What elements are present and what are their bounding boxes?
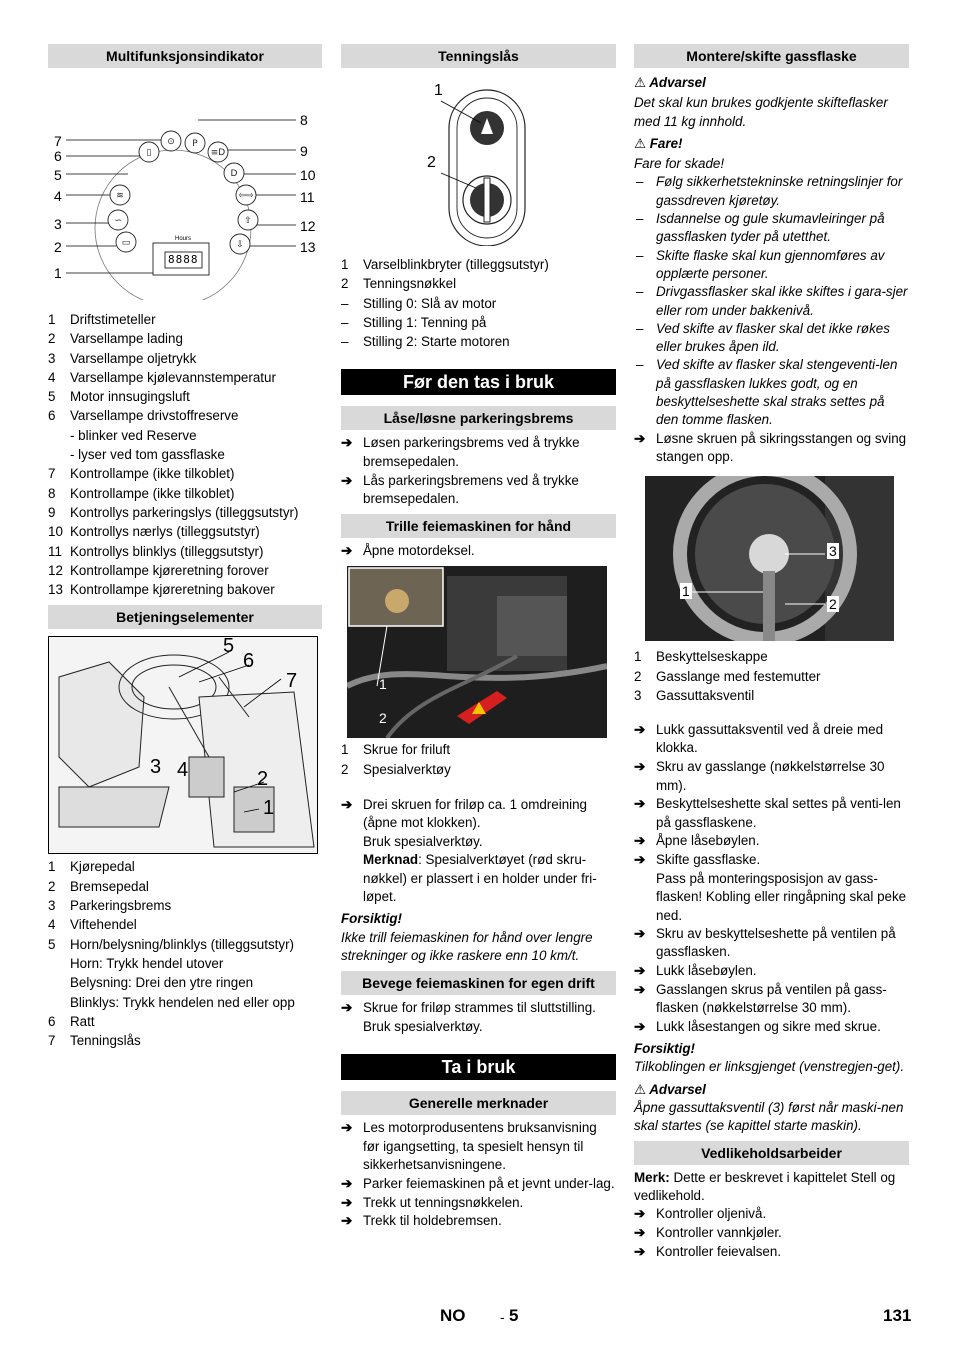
- item-text: Varsellampe drivstoffreserve: [70, 408, 239, 424]
- heading-multifunksjonsindikator: Multifunksjonsindikator: [48, 44, 322, 68]
- svg-text:⇦⇨: ⇦⇨: [238, 191, 254, 201]
- arrow-icon: ➔: [341, 1000, 353, 1016]
- list-item: [48, 406, 322, 425]
- callout: 3: [54, 216, 62, 232]
- svg-text:∽: ∽: [114, 216, 122, 226]
- ignition-figure: [341, 68, 616, 246]
- list-item: [48, 580, 322, 599]
- svg-text:▭: ▭: [121, 238, 131, 248]
- list-item: [48, 484, 322, 503]
- heading-tenningslaas: Tenningslås: [341, 44, 616, 68]
- heading-montere: Montere/skifte gassflaske: [634, 44, 909, 68]
- list-item: [341, 740, 616, 759]
- list-item: [634, 925, 909, 962]
- callout: 3: [829, 543, 837, 560]
- callout: 6: [243, 650, 255, 673]
- merknad-note: Merknad: Spesialverktøyet (rød skru-nøkkel) er plassert i en holder under fri-løpet.: [363, 852, 597, 905]
- callout: 3: [150, 756, 162, 779]
- item-text: Kontroller feievalsen.: [656, 1243, 782, 1259]
- danger-list: [634, 173, 909, 429]
- arrow-icon: ➔: [341, 1194, 353, 1210]
- list-item: [341, 255, 616, 274]
- list-item: [48, 368, 322, 387]
- item-number: 2: [48, 878, 56, 894]
- item-text: Skifte flaske skal kun gjennomføres av opplærte personer.: [656, 247, 885, 281]
- svg-text:⊙: ⊙: [167, 137, 175, 147]
- item-text: Kontroller oljenivå.: [656, 1206, 767, 1222]
- item-number: 1: [48, 859, 56, 875]
- list-item: [48, 503, 322, 522]
- list-item: [634, 851, 909, 869]
- list-item: [634, 1224, 909, 1242]
- callout: 2: [54, 239, 62, 255]
- item-text: Ved skifte av flasker skal stengeventi-len på gassflasken lukkes godt, og en beskyttelseshette skal straks settes på den tomme flasken.: [656, 357, 898, 428]
- item-number: 1: [48, 312, 56, 327]
- footer-separator: -: [500, 1309, 505, 1325]
- item-number: 1: [341, 742, 349, 758]
- item-text: Bremsepedal: [70, 878, 149, 894]
- arrow-icon: ➔: [634, 981, 646, 997]
- item-text: Drivgassflasker skal ikke skiftes i gara-sjer eller rom under bakkenivå.: [656, 284, 908, 318]
- list-item: [48, 561, 322, 580]
- list-item: [48, 993, 322, 1012]
- dash-bullet: –: [636, 174, 644, 190]
- list-item: [48, 1012, 322, 1031]
- list-item: [634, 667, 909, 686]
- item-text: Trekk til holdebremsen.: [363, 1213, 502, 1229]
- list-item: [341, 760, 616, 779]
- item-text: Les motorprodusentens bruksanvisning før igangsetting, ta spesielt hensyn til sikkerhetsanvisningene.: [363, 1120, 597, 1172]
- arrow-icon: ➔: [634, 962, 646, 978]
- item-number: 11: [48, 543, 62, 559]
- list-item: [48, 464, 322, 483]
- arrow-icon: ➔: [341, 543, 353, 559]
- list-item: [634, 758, 909, 795]
- list-item: [341, 1119, 616, 1174]
- dash-bullet: –: [636, 247, 644, 263]
- item-text: Stilling 2: Starte motoren: [363, 334, 510, 350]
- warning-text: Det skal kun brukes godkjente skifteflasker med 11 kg innhold.: [634, 95, 888, 129]
- svg-text:D: D: [230, 169, 238, 179]
- loosen-steps: [341, 796, 616, 833]
- warning-icon: ⚠: [634, 1081, 647, 1097]
- list-item: [634, 795, 909, 832]
- callout: 2: [427, 154, 436, 171]
- dial-figure: [48, 68, 322, 300]
- item-text: Skifte gassflaske.: [656, 852, 761, 868]
- svg-text:⇩: ⇩: [236, 240, 244, 250]
- item-text: Kontrollampe (ikke tilkoblet): [70, 466, 235, 482]
- item-number: 5: [48, 389, 56, 405]
- list-item: ➔ Skrue for friløp strammes til sluttstilling.: [341, 999, 616, 1017]
- item-text: Gasslangen skrus på ventilen på gass-flasken (nøkkelstørrelse 30 mm).: [656, 981, 887, 1016]
- drive-steps: [341, 999, 616, 1017]
- item-number: 12: [48, 562, 63, 578]
- item-text: Tenningslås: [70, 1033, 141, 1049]
- callout: 4: [177, 759, 189, 782]
- list-item: [341, 1175, 616, 1193]
- item-text: Lås parkeringsbremens ved å trykke bremsepedalen.: [363, 472, 579, 506]
- list-item: [48, 973, 322, 992]
- item-text: Beskyttelseshette skal settes på venti-len på gassflaskene.: [656, 796, 901, 830]
- callout: 9: [300, 143, 308, 159]
- item-text: Gasslange med festemutter: [656, 668, 821, 684]
- callout: 2: [257, 768, 269, 791]
- gas-steps-2: [634, 925, 909, 1036]
- gas-bottle-photo: [645, 476, 894, 641]
- item-text: Horn: Trykk hendel utover: [70, 955, 224, 971]
- list-item: [341, 472, 616, 509]
- heading-bevege: Bevege feiemaskinen for egen drift: [341, 971, 616, 995]
- item-text: Motor innsugingsluft: [70, 389, 190, 405]
- caution-text: Ikke trill feiemaskinen for hånd over lengre strekninger og ikke raskere enn 10 km/t.: [341, 929, 593, 963]
- list-item: [48, 857, 322, 876]
- callout: 5: [54, 167, 62, 183]
- list-item: [48, 310, 322, 329]
- item-text: Kontroller vannkjøler.: [656, 1225, 782, 1241]
- callout: 1: [682, 583, 690, 600]
- item-number: 1: [634, 649, 642, 665]
- callout: 6: [54, 148, 62, 164]
- dial-digits: 8888: [168, 253, 199, 266]
- heading-ta-i-bruk: Ta i bruk: [341, 1054, 616, 1080]
- item-text: Kjørepedal: [70, 859, 135, 875]
- list-item: [634, 320, 909, 357]
- callout: 2: [379, 710, 387, 727]
- item-text: Ved skifte av flasker skal det ikke røkes eller brukes åpen ild.: [656, 320, 890, 355]
- list-item: [48, 522, 322, 541]
- list-item: [48, 877, 322, 896]
- arrow-icon: ➔: [341, 797, 353, 813]
- list-item: ➔ Løsne skruen på sikringsstangen og sving stangen opp.: [634, 430, 907, 464]
- item-number: –: [341, 295, 349, 311]
- arrow-icon: ➔: [634, 1206, 646, 1222]
- dash-bullet: –: [636, 211, 644, 227]
- caution-label: Forsiktig!: [634, 1041, 696, 1057]
- item-number: 6: [48, 1013, 56, 1029]
- list-item: [48, 542, 322, 561]
- item-number: 4: [48, 917, 56, 933]
- list-item: [341, 274, 616, 293]
- danger-label: ⚠ Fare!: [634, 135, 683, 151]
- item-text: Gassuttaksventil: [656, 687, 755, 703]
- controls-legend-list: [48, 857, 322, 1050]
- item-number: 10: [48, 524, 63, 540]
- caution-label: Forsiktig!: [341, 911, 403, 927]
- arrow-icon: ➔: [634, 1225, 646, 1241]
- warning-text: Åpne gassuttaksventil (3) først når maski-nen skal startes (se kapittel starte maskin).: [634, 1100, 904, 1134]
- item-number: 7: [48, 1033, 56, 1049]
- list-item: [341, 313, 616, 332]
- brake-steps: [341, 434, 616, 508]
- item-text: Belysning: Drei den ytre ringen: [70, 975, 254, 991]
- arrow-icon: ➔: [341, 1175, 353, 1191]
- arrow-icon: ➔: [341, 1120, 353, 1136]
- svg-text:≋: ≋: [116, 191, 124, 201]
- danger-text: Fare for skade!: [634, 156, 725, 172]
- sub-text: Bruk spesialverktøy.: [363, 1019, 483, 1035]
- item-text: - blinker ved Reserve: [70, 427, 197, 443]
- item-number: 8: [48, 485, 56, 501]
- warning-label: ⚠ Advarsel: [634, 1081, 706, 1097]
- list-item: [48, 387, 322, 406]
- item-text: Kontrollampe (ikke tilkoblet): [70, 485, 235, 501]
- callout: 13: [300, 239, 316, 255]
- item-text: Lukk gassuttaksventil ved å dreie med klokka.: [656, 722, 884, 756]
- sub-text: Pass på monteringsposisjon av gass-flasken! Kobling eller ringåpning skal peke ned.: [656, 871, 907, 923]
- push-steps: [341, 542, 616, 560]
- arrow-icon: ➔: [634, 1243, 646, 1259]
- list-item: [634, 962, 909, 980]
- callout: 1: [54, 265, 62, 281]
- item-text: Driftstimeteller: [70, 312, 156, 327]
- list-item: [634, 283, 909, 320]
- callout: 7: [54, 133, 62, 149]
- item-number: 3: [634, 687, 642, 703]
- caution-text: Tilkoblingen er linksgjenget (venstregjen-get).: [634, 1059, 905, 1075]
- list-item: [634, 1243, 909, 1261]
- heading-for-bruk: Før den tas i bruk: [341, 369, 616, 395]
- column-2: [341, 44, 616, 1231]
- list-item: [634, 173, 909, 210]
- list-item: [634, 832, 909, 850]
- callout: 4: [54, 188, 62, 204]
- list-item: [48, 426, 322, 445]
- list-item: [48, 935, 322, 954]
- heading-generelle: Generelle merknader: [341, 1091, 616, 1115]
- arrow-icon: ➔: [634, 1018, 646, 1034]
- controls-figure: [48, 636, 318, 854]
- item-text: Trekk ut tenningsnøkkelen.: [363, 1194, 524, 1210]
- heading-vedlikehold: Vedlikeholdsarbeider: [634, 1141, 909, 1165]
- gas-legend-list: [634, 647, 909, 705]
- list-item: [48, 954, 322, 973]
- list-item: [48, 329, 322, 348]
- arrow-icon: ➔: [634, 833, 646, 849]
- multi-legend-list: [48, 310, 322, 599]
- list-item: [634, 247, 909, 284]
- arrow-icon: ➔: [634, 852, 646, 868]
- item-text: Skrue for friluft: [363, 742, 451, 758]
- callout: 1: [434, 82, 443, 99]
- engine-legend-list: [341, 740, 616, 779]
- item-text: Horn/belysning/blinklys (tilleggsutstyr): [70, 936, 295, 952]
- footer-page-small: 5: [509, 1306, 519, 1325]
- item-text: Lukk låsebøylen.: [656, 962, 757, 978]
- item-text: Blinklys: Trykk hendelen ned eller opp: [70, 994, 295, 1010]
- item-number: 2: [341, 761, 349, 777]
- list-item: [341, 434, 616, 471]
- item-text: Åpne motordeksel.: [363, 543, 475, 559]
- list-item: [341, 1212, 616, 1230]
- maintenance-note: Merk: Dette er beskrevet i kapittelet Stell og vedlikehold.: [634, 1169, 896, 1203]
- item-number: 9: [48, 504, 56, 520]
- item-number: 7: [48, 466, 56, 482]
- list-item: ➔ Drei skruen for friløp ca. 1 omdreining (åpne mot klokken).: [341, 797, 588, 831]
- item-text: Skru av beskyttelseshette på ventilen på gassflasken.: [656, 925, 896, 960]
- item-text: Stilling 1: Tenning på: [363, 314, 487, 330]
- callout: 12: [300, 218, 316, 234]
- engine-photo: [347, 566, 607, 738]
- callout: 7: [286, 670, 298, 693]
- dash-bullet: –: [636, 357, 644, 373]
- list-item: [634, 686, 909, 705]
- heading-betjeningselementer: Betjeningselementer: [48, 605, 322, 629]
- heading-parkeringsbrems: Låse/løsne parkeringsbrems: [341, 406, 616, 430]
- item-number: 3: [48, 898, 56, 914]
- item-number: 13: [48, 582, 63, 598]
- list-item: [634, 981, 909, 1018]
- item-text: Spesialverktøy: [363, 761, 451, 777]
- svg-text:P: P: [192, 139, 198, 149]
- list-item: [48, 349, 322, 368]
- item-text: Tenningsnøkkel: [363, 276, 457, 292]
- arrow-icon: ➔: [341, 435, 353, 451]
- item-text: Isdannelse og gule skumavleiringer på gassflasken tyder på utetthet.: [656, 211, 885, 245]
- warning-icon: ⚠: [634, 135, 647, 151]
- item-text: Stilling 0: Slå av motor: [363, 295, 497, 311]
- item-number: 5: [48, 936, 56, 952]
- list-item: [341, 542, 616, 560]
- dash-bullet: –: [636, 320, 644, 336]
- item-number: 2: [634, 668, 642, 684]
- list-item: [48, 896, 322, 915]
- item-text: - lyser ved tom gassflaske: [70, 447, 225, 463]
- item-text: Varsellampe oljetrykk: [70, 350, 197, 366]
- list-item: [48, 445, 322, 464]
- arrow-icon: ➔: [634, 759, 646, 775]
- arrow-icon: ➔: [634, 430, 646, 446]
- footer-page-number: 131: [883, 1306, 912, 1325]
- item-number: –: [341, 334, 349, 350]
- callout: 2: [829, 596, 837, 613]
- list-item: [48, 1031, 322, 1050]
- svg-text:⇧: ⇧: [244, 216, 252, 226]
- item-text: Kontrollys blinklys (tilleggsutstyr): [70, 543, 264, 559]
- item-text: Parkeringsbrems: [70, 898, 172, 914]
- gas-steps: [634, 721, 909, 869]
- item-text: Skru av gasslange (nøkkelstørrelse 30 mm).: [656, 759, 885, 793]
- arrow-icon: ➔: [634, 925, 646, 941]
- item-number: 1: [341, 257, 349, 272]
- warning-icon: ⚠: [634, 75, 647, 90]
- item-number: 2: [48, 331, 56, 347]
- list-item: [341, 1194, 616, 1212]
- controls-illustration: [49, 637, 317, 853]
- loosen-bar-step: [634, 430, 909, 467]
- item-text: Beskyttelseskappe: [656, 649, 768, 665]
- list-item: [634, 647, 909, 666]
- arrow-icon: ➔: [634, 722, 646, 738]
- item-text: Varsellampe kjølevannstemperatur: [70, 369, 276, 385]
- item-number: 4: [48, 369, 56, 385]
- maintenance-steps: [634, 1205, 909, 1261]
- item-text: Kontrollys nærlys (tilleggsutstyr): [70, 524, 260, 540]
- item-text: Kontrollys parkeringslys (tilleggsutstyr): [70, 504, 299, 520]
- callout: 1: [263, 797, 275, 820]
- heading-trille: Trille feiemaskinen for hånd: [341, 514, 616, 538]
- dial-hours-label: Hours: [175, 236, 192, 242]
- item-text: Viftehendel: [70, 917, 137, 933]
- item-text: Kontrollampe kjøreretning forover: [70, 562, 269, 578]
- item-text: Åpne låsebøylen.: [656, 833, 760, 849]
- svg-text:▯: ▯: [146, 148, 152, 158]
- list-item: [341, 294, 616, 313]
- item-text: Parker feiemaskinen på et jevnt under-lag.: [363, 1175, 615, 1191]
- arrow-icon: ➔: [341, 1213, 353, 1229]
- item-text: Varselblinkbryter (tilleggsutstyr): [363, 257, 549, 272]
- dash-bullet: –: [636, 284, 644, 300]
- item-text: Ratt: [70, 1013, 95, 1029]
- item-text: Varsellampe lading: [70, 331, 183, 347]
- list-item: [634, 1205, 909, 1223]
- item-number: 3: [48, 350, 56, 366]
- list-item: [48, 915, 322, 934]
- arrow-icon: ➔: [341, 472, 353, 488]
- callout: 1: [379, 676, 387, 693]
- ignition-legend-list: [341, 255, 616, 351]
- list-item: [634, 721, 909, 758]
- svg-text:≡D: ≡D: [210, 148, 226, 158]
- list-item: [341, 332, 616, 351]
- callout: 10: [300, 167, 316, 183]
- list-item: [634, 210, 909, 247]
- item-text: Løsen parkeringsbrems ved å trykke bremsepedalen.: [363, 435, 580, 469]
- column-1: [48, 44, 322, 1050]
- callout: 8: [300, 112, 308, 128]
- item-text: Lukk låsestangen og sikre med skrue.: [656, 1018, 881, 1034]
- callout: 5: [223, 635, 235, 658]
- item-text: Følg sikkerhetstekninske retningslinjer for gassdreven kjøretøy.: [656, 174, 903, 208]
- ignition-illustration: [341, 68, 616, 246]
- arrow-icon: ➔: [634, 796, 646, 812]
- item-number: 2: [341, 276, 349, 292]
- item-number: –: [341, 314, 349, 330]
- list-item: [634, 1018, 909, 1036]
- callout: 11: [300, 189, 315, 205]
- list-item: [634, 356, 909, 429]
- warning-label: ⚠ Advarsel: [634, 75, 706, 90]
- item-number: 6: [48, 408, 56, 424]
- general-steps: [341, 1119, 616, 1230]
- sub-text: Bruk spesialverktøy.: [363, 834, 483, 850]
- item-text: Kontrollampe kjøreretning bakover: [70, 582, 275, 598]
- column-3: [634, 44, 909, 1262]
- footer-language: NO: [440, 1306, 466, 1325]
